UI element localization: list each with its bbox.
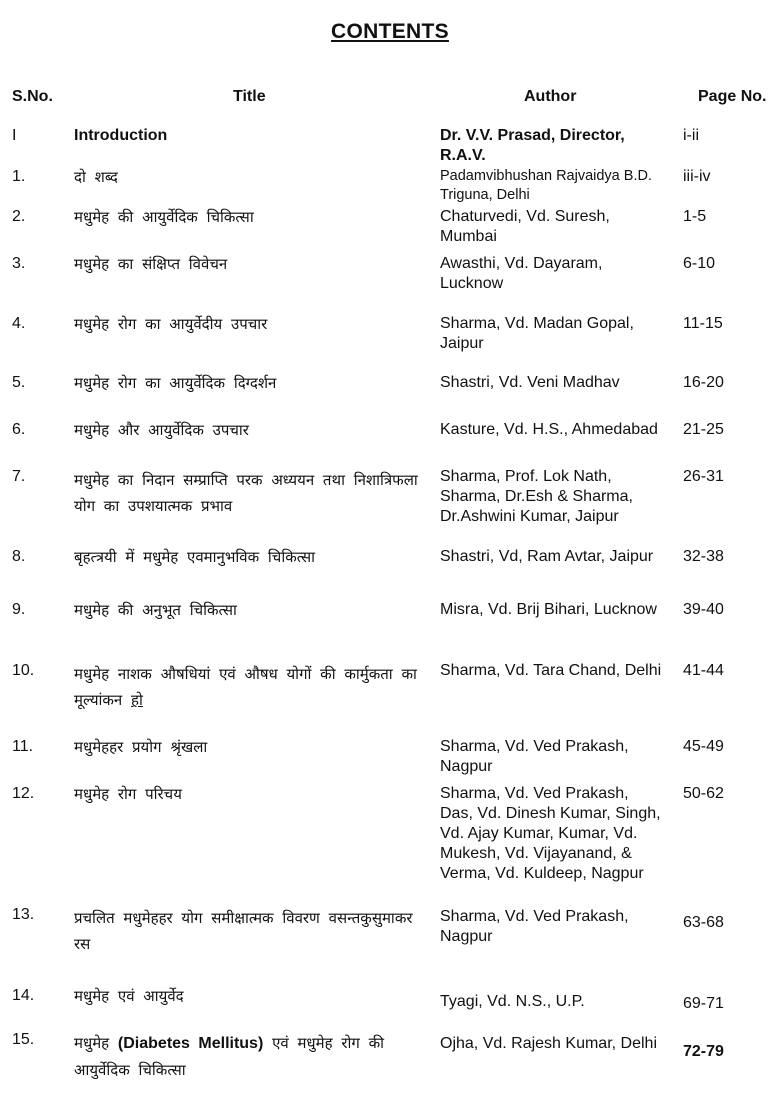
row-title-text: मधुमेह नाशक औषधियां एवं औषध योगों की कार्मुकता का मूल्यांकन [74, 665, 417, 709]
row-author: Sharma, Vd. Ved Prakash, Das, Vd. Dinesh Kumar, Singh, Vd. Ajay Kumar, Kumar, Vd. Mukesh, Vd. Vijayanand, & Verma, Vd. Kuldeep, Nagpur [440, 785, 661, 882]
row-author: Padamvibhushan Rajvaidya B.D. Triguna, Delhi [440, 168, 652, 203]
row-author: Sharma, Vd. Tara Chand, Delhi [440, 662, 662, 679]
row-page: 6-10 [683, 255, 716, 272]
row-sno: 5. [12, 374, 26, 391]
row-title: मधुमेह की आयुर्वेदिक चिकित्सा [74, 208, 254, 226]
page-heading: CONTENTS [331, 20, 449, 43]
row-sno: 8. [12, 548, 26, 565]
row-page: 26-31 [683, 468, 724, 485]
row-author: Sharma, Prof. Lok Nath, Sharma, Dr.Esh & Sharma, Dr.Ashwini Kumar, Jaipur [440, 468, 633, 525]
row-author: Awasthi, Vd. Dayaram, Lucknow [440, 255, 603, 292]
row-author: Tyagi, Vd. N.S., U.P. [440, 993, 585, 1010]
row-page: 1-5 [683, 208, 707, 225]
row-title: मधुमेह की अनुभूत चिकित्सा [74, 601, 237, 619]
row-author: Dr. V.V. Prasad, Director, R.A.V. [440, 127, 625, 164]
column-header-sno: S.No. [12, 88, 53, 105]
row-page: 32-38 [683, 548, 724, 565]
row-page: 45-49 [683, 738, 724, 755]
row-sno: 3. [12, 255, 26, 272]
row-title: मधुमेह रोग का आयुर्वेदिक दिग्दर्शन [74, 374, 277, 392]
row-title: Introduction [74, 127, 168, 144]
row-page: 39-40 [683, 601, 724, 618]
row-title: मधुमेह एवं आयुर्वेद [74, 987, 184, 1005]
row-sno: 10. [12, 662, 35, 679]
row-title-text-cont: एवं मधुमेह रोग की आयुर्वेदिक चिकित्सा [74, 1034, 385, 1079]
row-title: मधुमेह का निदान सम्प्राप्ति परक अध्ययन तथा निशात्रिफला योग का उपशयात्मक प्रभाव [74, 471, 418, 515]
row-title-english: (Diabetes Mellitus) [117, 1035, 264, 1052]
row-author: Kasture, Vd. H.S., Ahmedabad [440, 421, 658, 438]
row-page: i-ii [683, 127, 699, 144]
row-sno: 6. [12, 421, 26, 438]
row-sno: 11. [12, 738, 34, 755]
row-title: मधुमेहहर प्रयोग श्रृंखला [74, 738, 208, 756]
row-sno: 2. [12, 208, 26, 225]
column-header-author: Author [524, 88, 577, 105]
row-title: बृहत्त्रयी में मधुमेह एवमानुभविक चिकित्सा [74, 548, 316, 566]
row-title: मधुमेह का संक्षिप्त विवेचन [74, 255, 228, 273]
row-title-underlined: हो [131, 691, 143, 709]
row-page: iii-iv [683, 168, 711, 185]
row-author: Misra, Vd. Brij Bihari, Lucknow [440, 601, 657, 618]
row-author: Chaturvedi, Vd. Suresh, Mumbai [440, 208, 610, 245]
row-sno: 13. [12, 906, 35, 923]
row-title: मधुमेह रोग का आयुर्वेदीय उपचार [74, 315, 268, 333]
row-author: Sharma, Vd. Madan Gopal, Jaipur [440, 315, 634, 352]
row-page: 21-25 [683, 421, 724, 438]
row-page: 69-71 [683, 995, 724, 1012]
row-author: Ojha, Vd. Rajesh Kumar, Delhi [440, 1035, 657, 1052]
row-sno: 14. [12, 987, 35, 1004]
row-title [74, 1030, 426, 1083]
row-sno: 9. [12, 601, 26, 618]
column-header-page: Page No. [698, 88, 767, 105]
row-sno: 15. [12, 1031, 35, 1048]
row-page: 63-68 [683, 914, 724, 931]
row-page: 50-62 [683, 785, 724, 802]
row-title: मधुमेह रोग परिचय [74, 785, 182, 803]
row-page: 72-79 [683, 1043, 724, 1060]
row-sno: 7. [12, 468, 26, 485]
row-page: 11-15 [683, 315, 723, 332]
row-author: Shastri, Vd, Ram Avtar, Jaipur [440, 548, 654, 565]
row-sno: 4. [12, 315, 26, 332]
row-author: Sharma, Vd. Ved Prakash, Nagpur [440, 908, 629, 945]
row-page: 41-44 [683, 662, 724, 679]
row-title-text: मधुमेह [74, 1034, 110, 1052]
row-page: 16-20 [683, 374, 724, 391]
row-author: Shastri, Vd. Veni Madhav [440, 374, 620, 391]
row-sno: I [12, 127, 17, 144]
row-title [74, 661, 426, 713]
row-sno: 1. [12, 168, 26, 185]
column-header-title: Title [233, 88, 266, 105]
row-title: मधुमेह और आयुर्वेदिक उपचार [74, 421, 249, 439]
row-sno: 12. [12, 785, 35, 802]
row-author: Sharma, Vd. Ved Prakash, Nagpur [440, 738, 629, 775]
row-title: दो शब्द [74, 168, 118, 186]
row-title: प्रचलित मधुमेहहर योग समीक्षात्मक विवरण वसन्तकुसुमाकर रस [74, 909, 413, 953]
